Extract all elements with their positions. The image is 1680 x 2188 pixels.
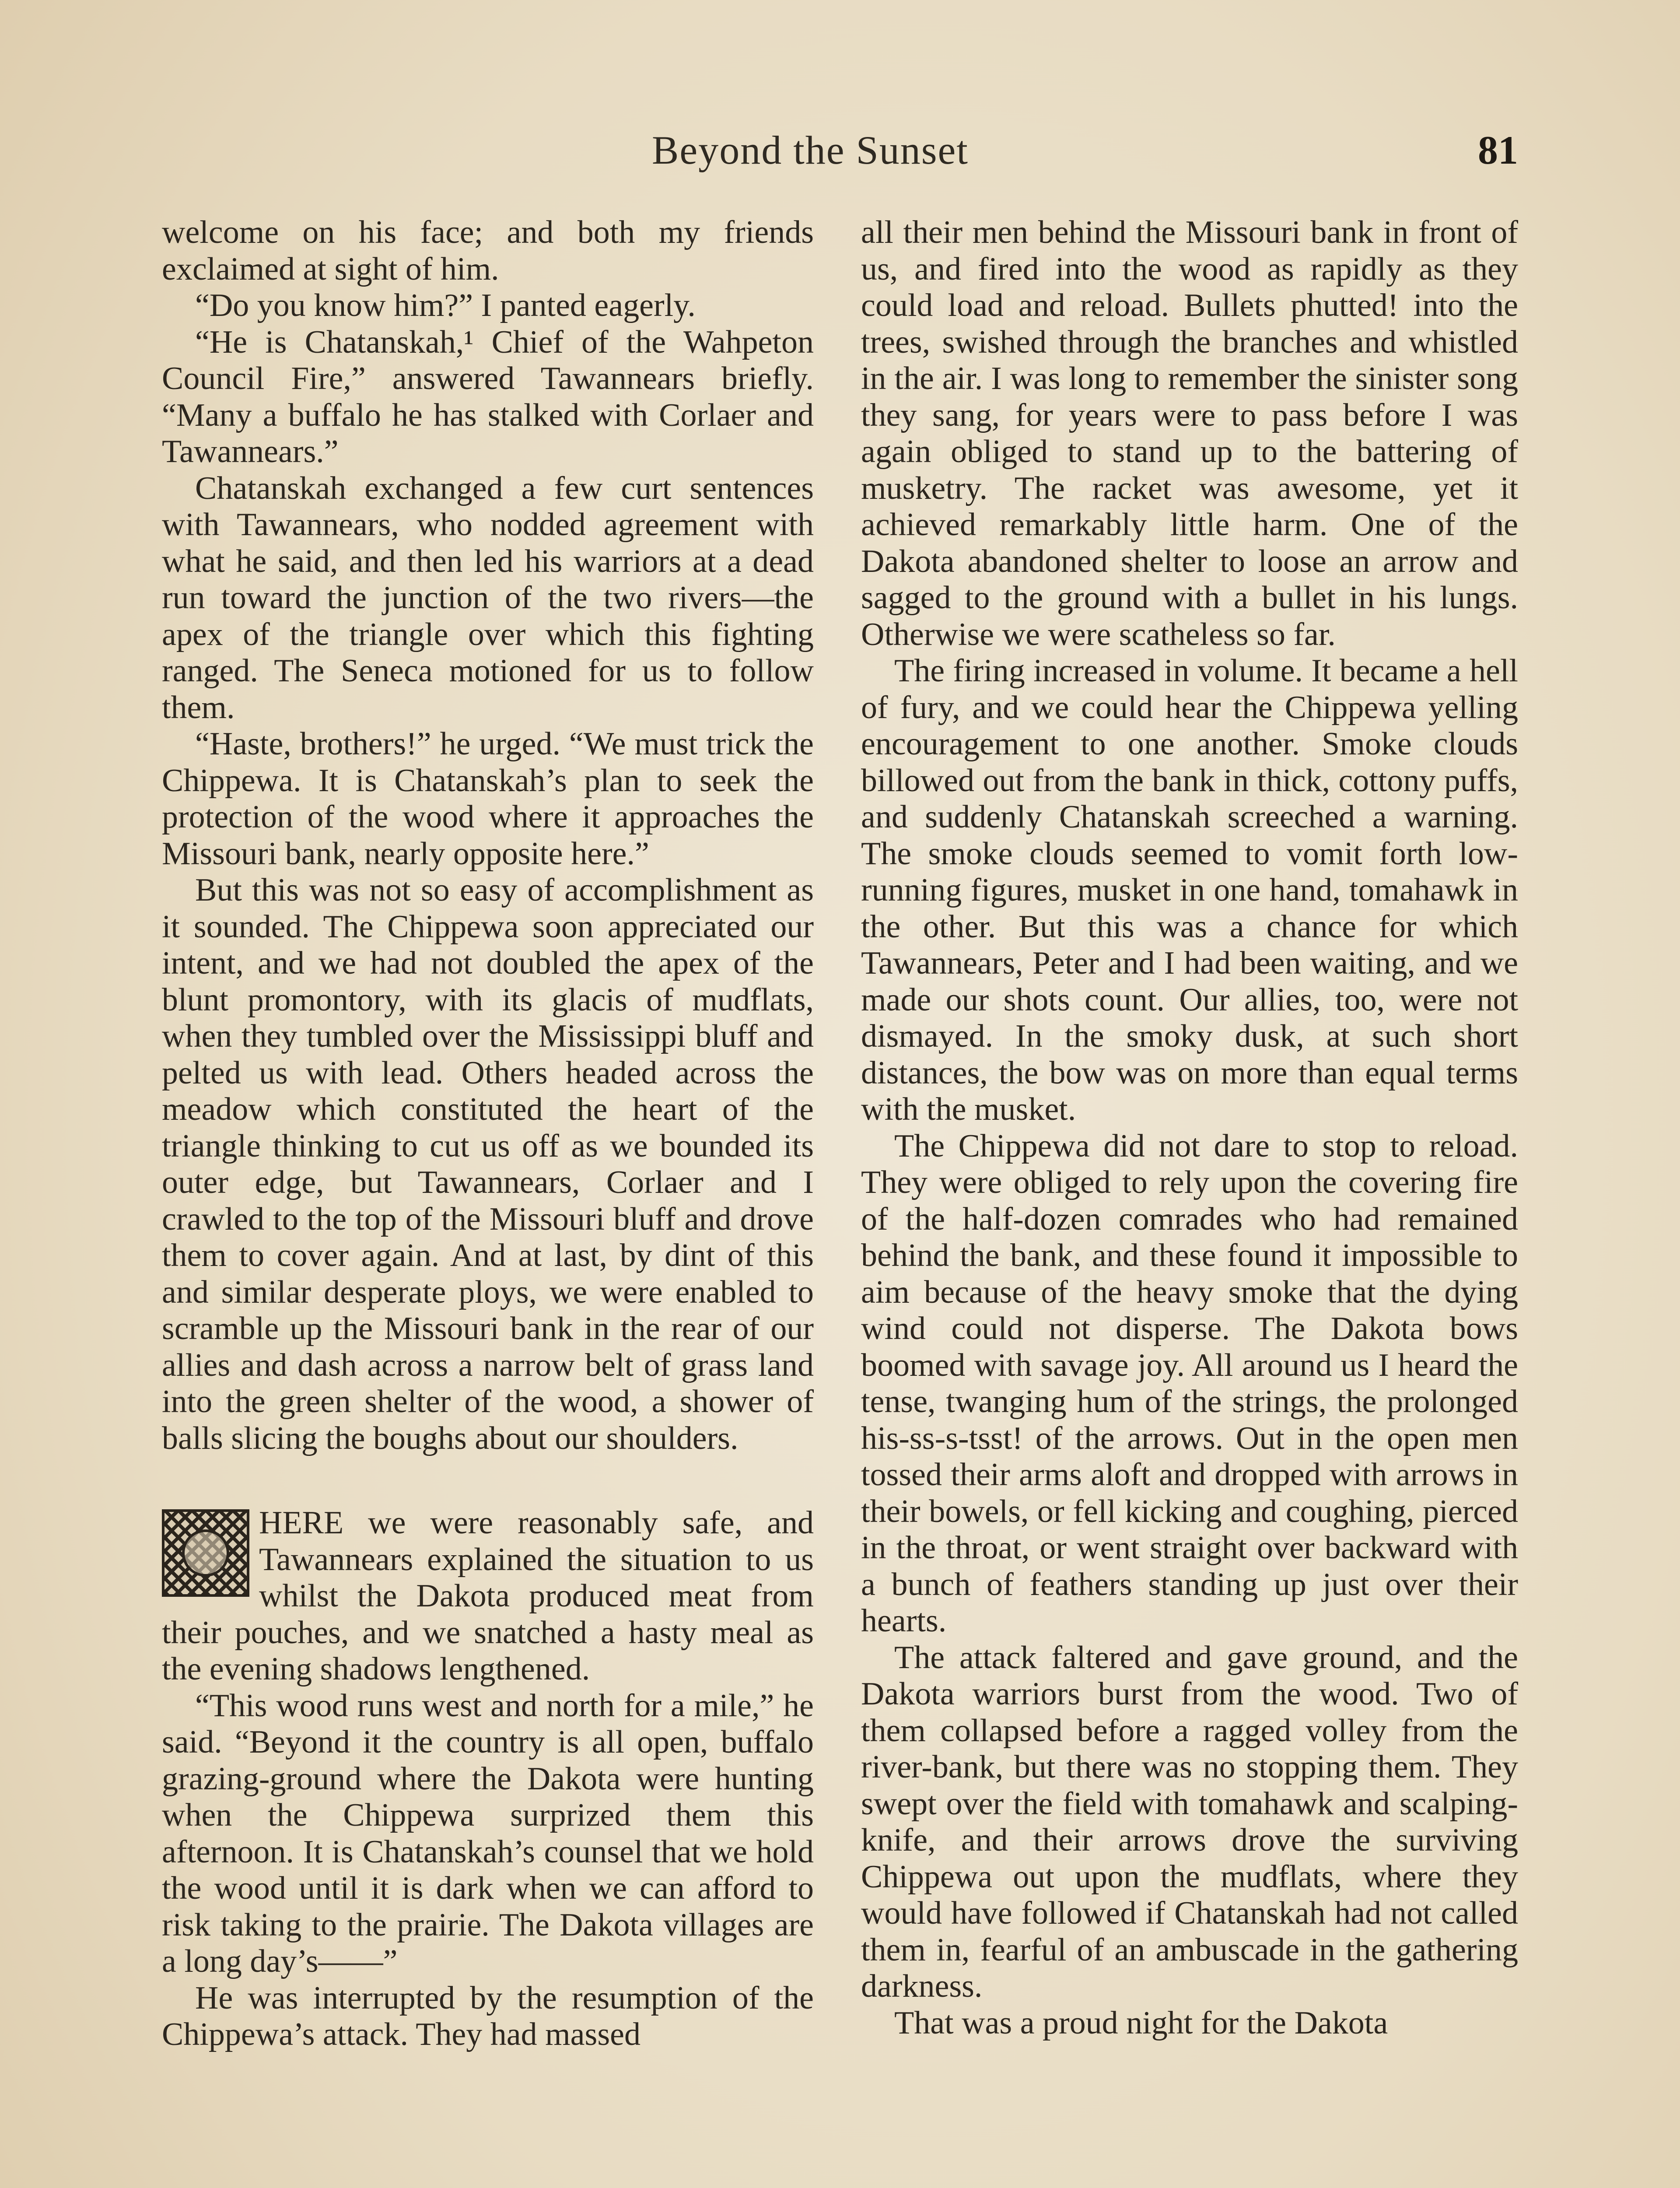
paragraph: “Do you know him?” I panted eagerly. — [195, 288, 696, 323]
paragraph: all their men behind the Missouri bank in front of us, and fired into the wood as rapidly as they could load and reload. Bullets phutted! into the trees, swished through the branches and whistled in the air. I was long to remember the sinister song they sang, for years were to pass before I was again obliged to stand up to the battering of musketry. The racket was awesome, yet it achieved remarkably little harm. One of the Dakota abandoned shelter to loose an arrow and sagged to the ground with a bullet in his lungs. Otherwise we were scatheless so far. — [861, 214, 1518, 652]
page-number: 81 — [1478, 128, 1518, 172]
paragraph: Chatanskah exchanged a few curt sentences with Tawannears, who nodded agreement with what he said, and then led his warriors at a dead run toward the junction of the two rivers—the apex of the triangle over which this fighting ranged. The Seneca motioned for us to follow them. — [162, 470, 814, 726]
paragraph: That was a proud night for the Dakota — [894, 2005, 1388, 2041]
paragraph: “Haste, brothers!” he urged. “We must trick the Chippewa. It is Chatanskah’s plan to seek the protection of the wood where it approaches the Missouri bank, nearly opposite here.” — [162, 726, 814, 872]
paragraph: “He is Chatanskah,¹ Chief of the Wahpeton Council Fire,” answered Tawannears briefly. “Many a buffalo he has stalked with Corlaer and Tawannears.” — [162, 324, 814, 470]
paragraph: He was interrupted by the resumption of the Chippewa’s attack. They had massed — [162, 1980, 814, 2052]
page-header — [162, 127, 1518, 179]
right-column — [861, 214, 1518, 2041]
left-column — [162, 214, 814, 2053]
paragraph: The firing increased in volume. It became a hell of fury, and we could hear the Chippewa yelling encouragement to one another. Smoke clouds billowed out from the bank in thick, cottony puffs, and suddenly Chatanskah screeched a warning. The smoke clouds seemed to vomit forth low-running figures, musket in one hand, tomahawk in the other. But this was a chance for which Tawannears, Peter and I had been waiting, and we made our shots count. Our allies, too, were not dismayed. In the smoky dusk, at such short distances, the bow was on more than equal terms with the musket. — [861, 653, 1518, 1127]
paragraph: HERE we were reasonably safe, and Tawannears explained the situation to us whilst the Dakota produced meat from their pouches, and we snatched a hasty meal as the evening shadows lengthened. — [162, 1505, 814, 1687]
ornamental-dropcap-icon — [162, 1509, 249, 1597]
paragraph: But this was not so easy of accomplishment as it sounded. The Chippewa soon appreciated our intent, and we had not doubled the apex of the blunt promontory, with its glacis of mudflats, when they tumbled over the Mississippi bluff and pelted us with lead. Others headed across the meadow which constituted the heart of the triangle thinking to cut us off as we bounded its outer edge, but Tawannears, Corlaer and I crawled to the top of the Missouri bluff and drove them to cover again. And at last, by dint of this and similar desperate ploys, we were enabled to scramble up the Missouri bank in the rear of our allies and dash across a narrow belt of grass land into the green shelter of the wood, a shower of balls slicing the boughs about our shoulders. — [162, 872, 814, 1456]
paragraph: The attack faltered and gave ground, and the Dakota warriors burst from the wood. Two of them collapsed before a ragged volley from the river-bank, but there was no stopping them. They swept over the field with tomahawk and scalping-knife, and their arrows drove the surviving Chippewa out upon the mudflats, where they would have followed if Chatanskah had not called them in, fearful of an ambuscade in the gathering darkness. — [861, 1639, 1518, 2004]
paragraph: The Chippewa did not dare to stop to reload. They were obliged to rely upon the covering fire of the half-dozen comrades who had remained behind the bank, and these found it impossible to aim because of the heavy smoke that the dying wind could not disperse. The Dakota bows boomed with savage joy. All around us I heard the tense, twanging hum of the strings, the prolonged his-ss-s-tsst! of the arrows. Out in the open men tossed their arms aloft and dropped with arrows in their bowels, or fell kicking and coughing, pierced in the throat, or went straight over backward with a bunch of feathers standing up just over their hearts. — [861, 1128, 1518, 1639]
paragraph: welcome on his face; and both my friends exclaimed at sight of him. — [162, 214, 814, 287]
paragraph: “This wood runs west and north for a mile,” he said. “Beyond it the country is all open, buffalo grazing-ground where the Dakota were hunting when the Chippewa surprized them this afternoon. It is Chatanskah’s counsel that we hold the wood until it is dark when we can afford to risk taking to the prairie. The Dakota villages are a long day’s——” — [162, 1687, 814, 1979]
running-title: Beyond the Sunset — [652, 128, 969, 172]
section-break — [162, 1457, 814, 1505]
